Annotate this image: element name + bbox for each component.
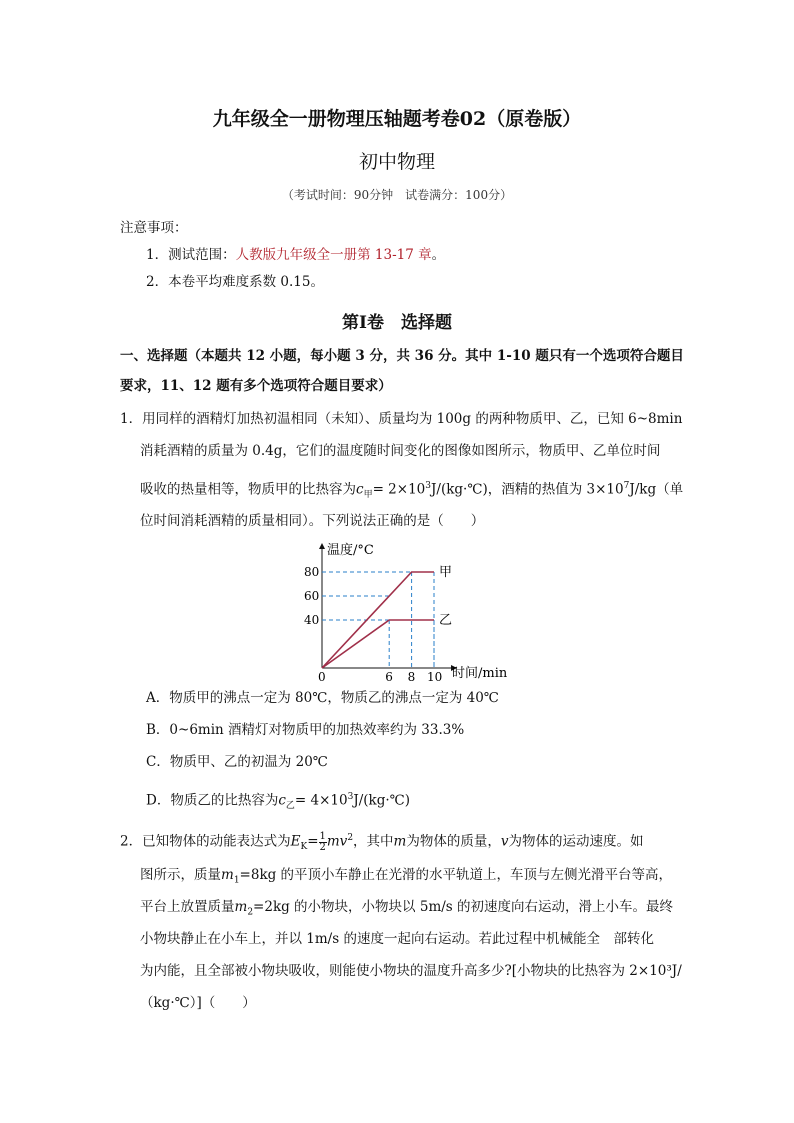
- temperature-time-chart: [296, 536, 516, 682]
- q2-line-1-c: 为物体的质量，: [406, 833, 501, 850]
- q1-option-b: B．0~6min 酒精灯对物质甲的加热效率约为 33.3%: [146, 722, 465, 738]
- q2-line-1-d: 为物体的运动速度。如: [508, 833, 644, 850]
- q2-m2: m: [234, 899, 248, 915]
- q2-line-1-a: 2．已知物体的动能表达式为: [120, 833, 291, 850]
- y-axis-label: 温度/°C: [327, 543, 374, 558]
- q1-c-symbol: c: [356, 481, 364, 498]
- q2-line-2-b: =8kg 的平顶小车静止在光滑的水平轨道上，车顶与左侧光滑平台等高，: [239, 867, 673, 883]
- exam-info: （考试时间：90分钟 试卷满分：100分）: [281, 188, 513, 202]
- section-intro-line-2: 要求，11、12 题有多个选项符合题目要求）: [120, 378, 392, 394]
- q2-m1: m: [221, 867, 234, 883]
- q2-e-symbol: E: [290, 833, 301, 850]
- q2-line-4: 小物块静止在小车上，并以 1m/s 的速度一起向右运动。若此过程中机械能全 部转化: [140, 931, 654, 947]
- q2-line-3-b: =2kg 的小物块，小物块以 5m/s 的初速度向右运动，滑上小车。最终: [253, 899, 674, 915]
- q1-option-d-exp: 3: [347, 792, 354, 802]
- q1-line-3-c: J/(kg·℃)，酒精的热值为 3×10: [431, 481, 624, 498]
- q1-line-3-a: 吸收的热量相等，物质甲的比热容为: [140, 481, 356, 498]
- x-tick-8: 8: [407, 670, 416, 682]
- q1-option-c: C．物质甲、乙的初温为 20℃: [146, 754, 328, 770]
- q1-line-2: 消耗酒精的质量为 0.4g，它们的温度随时间变化的图像如图所示，物质甲、乙单位时间: [140, 443, 661, 459]
- q2-square: 2: [347, 833, 354, 843]
- notes-heading: 注意事项：: [120, 220, 188, 236]
- notes-item-1: [146, 245, 445, 265]
- x-axis-label: 时间/min: [452, 666, 508, 681]
- series-line-乙: [322, 620, 434, 668]
- q1-option-d-sub: 乙: [285, 801, 295, 812]
- notes-item-2: 2．本卷平均难度系数 0.15。: [146, 274, 324, 290]
- q2-line-3-a: 平台上放置质量: [140, 899, 235, 915]
- q2-line-2-a: 图所示，质量: [140, 867, 221, 883]
- x-tick-0: 0: [318, 670, 326, 682]
- q2-e-subscript: K: [300, 842, 308, 853]
- series-label-乙: 乙: [439, 613, 453, 628]
- q2-line-1: [120, 828, 644, 857]
- q2-v: v: [500, 833, 509, 850]
- q2-line-1-b: ，其中: [353, 833, 394, 850]
- q1-line-4: 位时间消耗酒精的质量相同）。下列说法正确的是（ ）: [140, 513, 485, 529]
- x-tick-10: 10: [427, 670, 443, 682]
- q1-exp-2: 7: [623, 481, 630, 491]
- q2-m2-sub: 2: [247, 907, 254, 918]
- q1-option-d: [146, 787, 410, 816]
- notes-item-1-suffix: 。: [431, 247, 446, 263]
- q1-line-3: [140, 476, 683, 505]
- q1-option-d-d: J/(kg·℃): [353, 792, 411, 809]
- x-tick-6: 6: [385, 670, 393, 682]
- q2-line-5: 为内能，且全部被小物块吸收，则能使小物块的温度升高多少?[小物块的比热容为 2×10³J/: [140, 963, 682, 979]
- section-intro-line-1: 一、选择题（本题共 12 小题，每小题 3 分，共 36 分。其中 1-10 题只有一个选项符合题目: [120, 348, 684, 364]
- notes-item-1-scope: 人教版九年级全一册第 13-17 章: [235, 247, 432, 263]
- section-title: 第Ⅰ卷 选择题: [342, 313, 452, 333]
- q2-fraction: [319, 832, 327, 853]
- q2-line-2: [140, 865, 672, 891]
- q1-line-1: 1．用同样的酒精灯加热初温相同（未知）、质量均为 100g 的两种物质甲、乙，已知 6~8min: [120, 411, 683, 427]
- q2-m: m: [393, 833, 407, 850]
- q2-line-6: （kg·℃）]（ ）: [140, 995, 256, 1011]
- q2-mv: mv: [326, 833, 348, 850]
- q2-fraction-den: 2: [319, 841, 326, 853]
- series-label-甲: 甲: [439, 565, 453, 580]
- q1-option-d-a: D．物质乙的比热容为: [146, 792, 279, 809]
- q2-m1-sub: 1: [233, 875, 240, 886]
- q2-line-3: [140, 897, 673, 923]
- q1-line-3-b: = 2×10: [372, 481, 426, 498]
- q1-option-a: A．物质甲的沸点一定为 80℃，物质乙的沸点一定为 40℃: [146, 690, 499, 706]
- q1-option-d-b: = 4×10: [294, 792, 348, 809]
- y-tick-40: 40: [304, 613, 320, 627]
- page-title: 九年级全一册物理压轴题考卷02（原卷版）: [212, 108, 582, 130]
- q1-c-subscript: 甲: [363, 490, 373, 501]
- q1-option-d-c: c: [278, 792, 286, 809]
- q1-exp-1: 3: [425, 481, 431, 491]
- q2-equals: =: [307, 833, 319, 850]
- y-tick-80: 80: [304, 565, 320, 579]
- page-subtitle: 初中物理: [358, 151, 435, 173]
- q2-fraction-num: 1: [319, 830, 326, 842]
- notes-item-1-prefix: 1．测试范围：: [146, 247, 236, 263]
- q1-line-3-d: J/kg（单: [629, 481, 684, 498]
- y-tick-60: 60: [304, 589, 320, 603]
